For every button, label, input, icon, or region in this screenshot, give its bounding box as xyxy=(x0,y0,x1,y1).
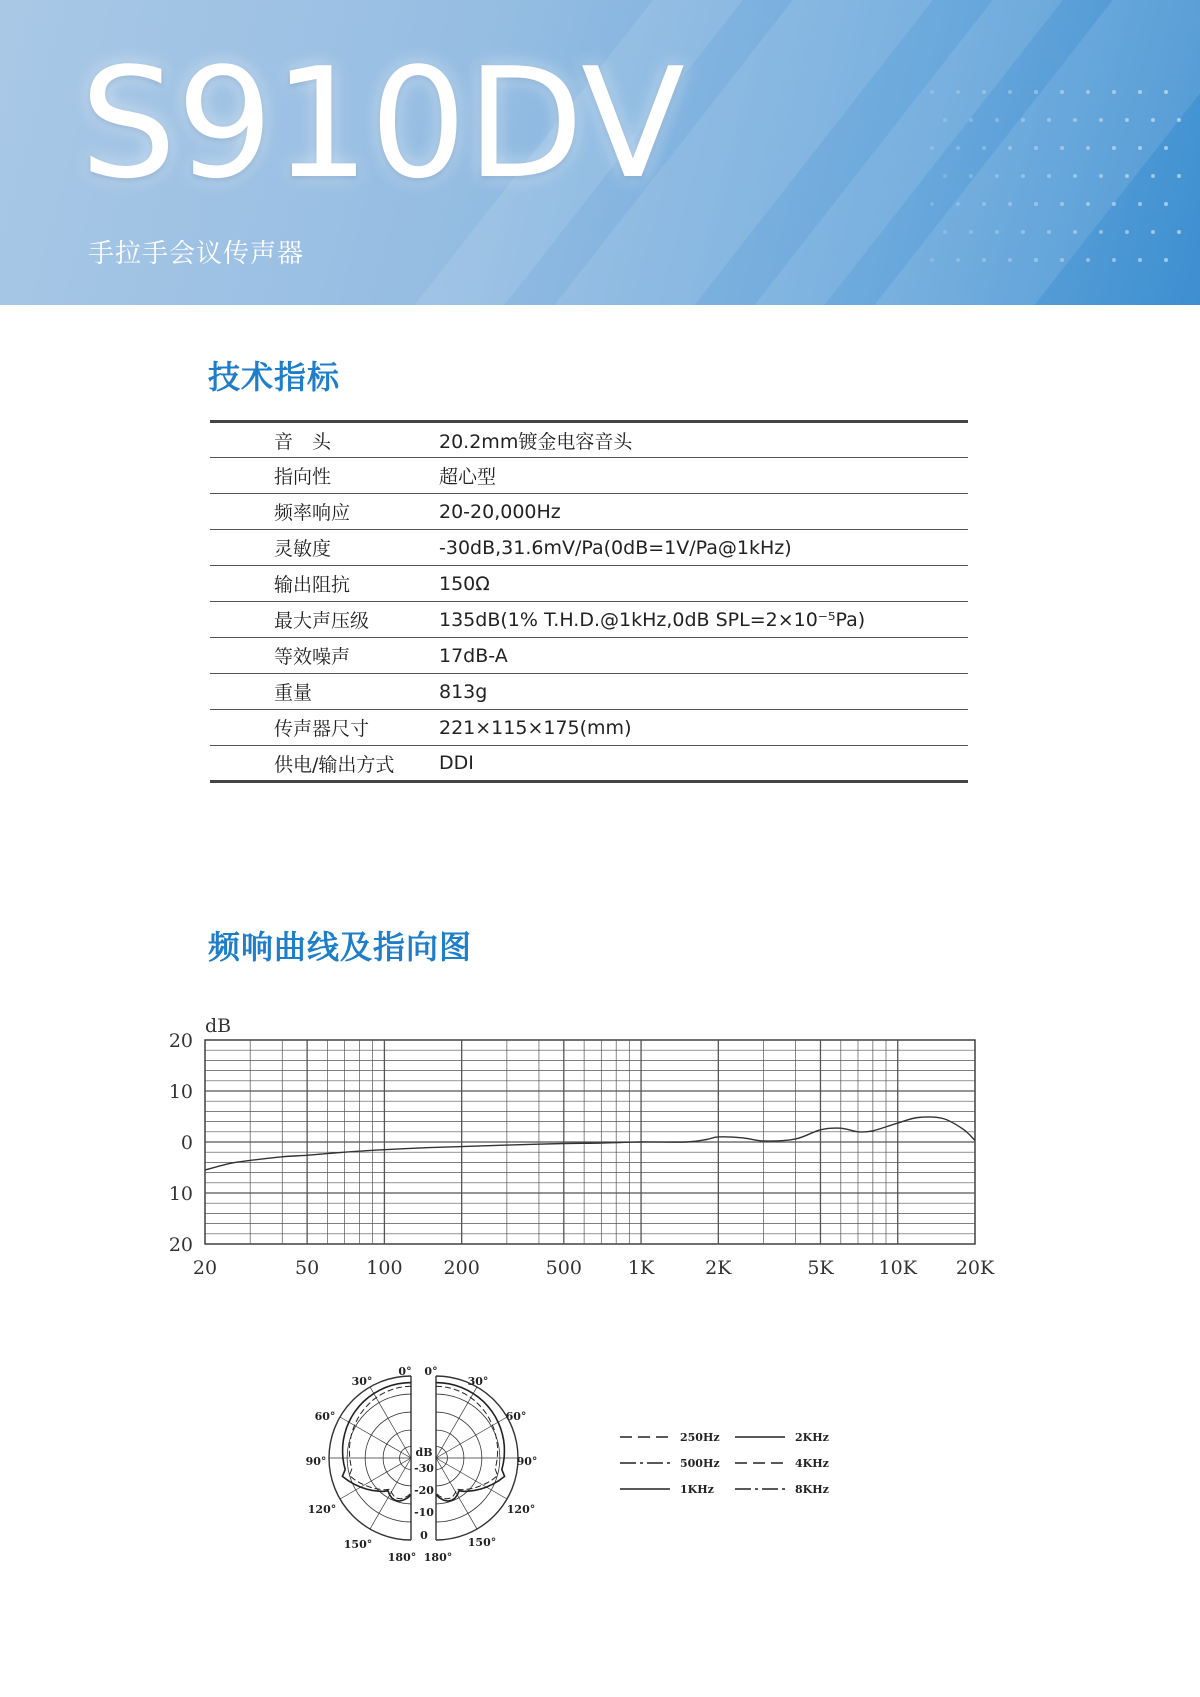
legend-label: 8KHz xyxy=(795,1483,829,1496)
x-tick-label: 20K xyxy=(955,1257,995,1279)
spec-value: 221×115×175(mm) xyxy=(439,710,968,746)
polar-angle-label: 0° xyxy=(424,1365,438,1378)
x-tick-label: 500 xyxy=(545,1257,582,1279)
legend-label: 250Hz xyxy=(680,1431,720,1444)
spec-label: 等效噪声 xyxy=(210,638,439,674)
polar-legend xyxy=(620,1431,829,1496)
polar-radial-label: -20 xyxy=(414,1484,434,1497)
spec-value: 813g xyxy=(439,674,968,710)
polar-angle-label: 30° xyxy=(351,1375,373,1388)
x-tick-label: 5K xyxy=(807,1257,834,1279)
specs-title: 技术指标 xyxy=(208,358,341,396)
polar-diagram xyxy=(306,1365,538,1564)
polar-angle-label: 90° xyxy=(305,1455,327,1468)
curves-title: 频响曲线及指向图 xyxy=(208,928,473,966)
spec-value: 135dB(1% T.H.D.@1kHz,0dB SPL=2×10⁻⁵Pa) xyxy=(439,602,968,638)
y-tick-label: 10 xyxy=(168,1081,193,1103)
x-tick-label: 10K xyxy=(878,1257,917,1279)
polar-angle-label: 0° xyxy=(398,1365,412,1378)
polar-angle-label: 120° xyxy=(506,1503,536,1516)
spec-value: 20-20,000Hz xyxy=(439,494,968,530)
polar-angle-label: 90° xyxy=(516,1455,538,1468)
y-axis-label: dB xyxy=(205,1015,232,1037)
x-tick-label: 200 xyxy=(443,1257,480,1279)
y-tick-label: 20 xyxy=(168,1234,193,1256)
x-tick-label: 100 xyxy=(366,1257,403,1279)
polar-angle-label: 180° xyxy=(387,1551,417,1564)
polar-angle-label: 150° xyxy=(343,1538,373,1551)
x-tick-label: 1K xyxy=(627,1257,655,1279)
spec-label: 最大声压级 xyxy=(210,602,439,638)
legend-label: 1KHz xyxy=(680,1483,714,1496)
polar-angle-label: 150° xyxy=(467,1536,497,1549)
legend-label: 4KHz xyxy=(795,1457,829,1470)
spec-label: 传声器尺寸 xyxy=(210,710,439,746)
polar-angle-label: 180° xyxy=(423,1551,453,1564)
legend-label: 500Hz xyxy=(680,1457,720,1470)
spec-label: 重量 xyxy=(210,674,439,710)
spec-value: 超心型 xyxy=(439,458,968,494)
polar-radial-label: 0 xyxy=(420,1529,428,1542)
product-model: S910DV xyxy=(80,35,685,212)
y-tick-label: 10 xyxy=(168,1183,193,1205)
spec-value: DDI xyxy=(439,746,968,782)
product-subtitle: 手拉手会议传声器 xyxy=(88,239,305,269)
polar-radial-label: -10 xyxy=(414,1506,434,1519)
spec-label: 频率响应 xyxy=(210,494,439,530)
spec-value: 17dB-A xyxy=(439,638,968,674)
legend-label: 2KHz xyxy=(795,1431,829,1444)
x-tick-label: 50 xyxy=(295,1257,320,1279)
polar-radial-label: dB xyxy=(415,1446,433,1459)
x-tick-label: 20 xyxy=(192,1257,218,1279)
polar-angle-label: 120° xyxy=(307,1503,337,1516)
spec-value: 20.2mm镀金电容音头 xyxy=(439,422,968,458)
y-tick-label: 20 xyxy=(168,1030,193,1052)
spec-label: 输出阻抗 xyxy=(210,566,439,602)
spec-label: 供电/输出方式 xyxy=(210,746,439,782)
polar-radial-label: -30 xyxy=(414,1462,434,1475)
spec-label: 音 头 xyxy=(210,422,439,458)
spec-label: 指向性 xyxy=(210,458,439,494)
x-tick-label: 2K xyxy=(705,1257,732,1279)
polar-angle-label: 60° xyxy=(505,1410,527,1423)
spec-label: 灵敏度 xyxy=(210,530,439,566)
spec-value: 150Ω xyxy=(439,566,968,602)
y-tick-label: 0 xyxy=(180,1132,193,1154)
polar-angle-label: 30° xyxy=(467,1375,489,1388)
polar-angle-label: 60° xyxy=(314,1410,336,1423)
spec-value: -30dB,31.6mV/Pa(0dB=1V/Pa@1kHz) xyxy=(439,530,968,566)
